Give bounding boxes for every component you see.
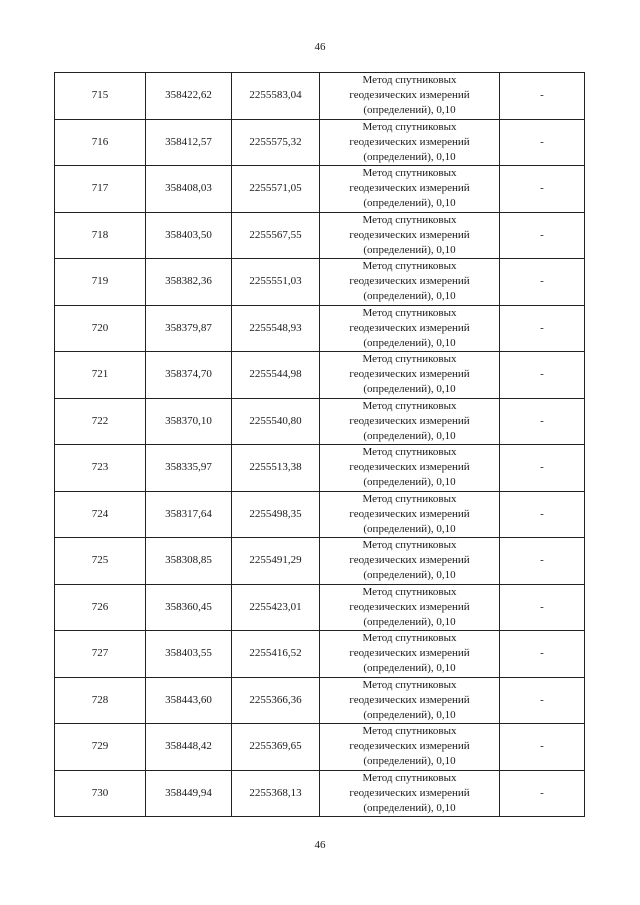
note-cell: - — [500, 352, 585, 399]
note-cell: - — [500, 724, 585, 771]
method-cell — [320, 631, 500, 678]
x-coordinate-cell: 358317,64 — [146, 491, 232, 538]
method-line: геодезических измерений — [349, 600, 470, 613]
method-cell — [320, 73, 500, 120]
method-cell — [320, 491, 500, 538]
table-row — [55, 538, 585, 585]
point-number-cell: 729 — [55, 724, 146, 771]
method-line: геодезических измерений — [349, 182, 470, 195]
method-line: Метод спутниковых — [362, 120, 457, 133]
table-row — [55, 445, 585, 492]
note-cell: - — [500, 491, 585, 538]
y-coordinate-cell: 2255369,65 — [232, 724, 320, 771]
method-line: (определений), 0,10 — [363, 615, 456, 628]
x-coordinate-cell: 358370,10 — [146, 398, 232, 445]
method-line: (определений), 0,10 — [363, 243, 456, 256]
method-cell — [320, 770, 500, 817]
method-line: Метод спутниковых — [362, 306, 457, 319]
y-coordinate-cell: 2255575,32 — [232, 119, 320, 166]
y-coordinate-cell: 2255540,80 — [232, 398, 320, 445]
note-cell: - — [500, 445, 585, 492]
note-cell: - — [500, 119, 585, 166]
method-line: Метод спутниковых — [362, 725, 457, 738]
note-cell: - — [500, 631, 585, 678]
point-number-cell: 718 — [55, 212, 146, 259]
y-coordinate-cell: 2255544,98 — [232, 352, 320, 399]
point-number-cell: 721 — [55, 352, 146, 399]
method-line: геодезических измерений — [349, 647, 470, 660]
method-line: Метод спутниковых — [362, 678, 457, 691]
x-coordinate-cell: 358403,50 — [146, 212, 232, 259]
y-coordinate-cell: 2255423,01 — [232, 584, 320, 631]
point-number-cell: 726 — [55, 584, 146, 631]
x-coordinate-cell: 358374,70 — [146, 352, 232, 399]
y-coordinate-cell: 2255571,05 — [232, 166, 320, 213]
point-number-cell: 720 — [55, 305, 146, 352]
method-line: геодезических измерений — [349, 740, 470, 753]
method-line: (определений), 0,10 — [363, 801, 456, 814]
point-number-cell: 725 — [55, 538, 146, 585]
note-cell: - — [500, 166, 585, 213]
method-line: геодезических измерений — [349, 368, 470, 381]
method-line: Метод спутниковых — [362, 539, 457, 552]
point-number-cell: 728 — [55, 677, 146, 724]
y-coordinate-cell: 2255368,13 — [232, 770, 320, 817]
table-row — [55, 119, 585, 166]
y-coordinate-cell: 2255583,04 — [232, 73, 320, 120]
point-number-cell: 723 — [55, 445, 146, 492]
method-cell — [320, 119, 500, 166]
point-number-cell: 724 — [55, 491, 146, 538]
y-coordinate-cell: 2255551,03 — [232, 259, 320, 306]
note-cell: - — [500, 584, 585, 631]
table-row — [55, 677, 585, 724]
method-line: геодезических измерений — [349, 321, 470, 334]
note-cell: - — [500, 73, 585, 120]
x-coordinate-cell: 358448,42 — [146, 724, 232, 771]
coordinates-table-body — [55, 73, 585, 817]
method-line: Метод спутниковых — [362, 492, 457, 505]
note-cell: - — [500, 770, 585, 817]
method-line: (определений), 0,10 — [363, 662, 456, 675]
x-coordinate-cell: 358308,85 — [146, 538, 232, 585]
x-coordinate-cell: 358360,45 — [146, 584, 232, 631]
method-cell — [320, 445, 500, 492]
method-cell — [320, 584, 500, 631]
method-line: геодезических измерений — [349, 693, 470, 706]
x-coordinate-cell: 358422,62 — [146, 73, 232, 120]
x-coordinate-cell: 358449,94 — [146, 770, 232, 817]
method-line: Метод спутниковых — [362, 213, 457, 226]
point-number-cell: 722 — [55, 398, 146, 445]
method-cell — [320, 259, 500, 306]
y-coordinate-cell: 2255498,35 — [232, 491, 320, 538]
x-coordinate-cell: 358382,36 — [146, 259, 232, 306]
method-cell — [320, 724, 500, 771]
y-coordinate-cell: 2255491,29 — [232, 538, 320, 585]
table-row — [55, 398, 585, 445]
method-line: геодезических измерений — [349, 89, 470, 102]
table-row — [55, 73, 585, 120]
y-coordinate-cell: 2255513,38 — [232, 445, 320, 492]
x-coordinate-cell: 358412,57 — [146, 119, 232, 166]
method-line: геодезических измерений — [349, 135, 470, 148]
x-coordinate-cell: 358443,60 — [146, 677, 232, 724]
method-line: (определений), 0,10 — [363, 336, 456, 349]
method-cell — [320, 212, 500, 259]
point-number-cell: 730 — [55, 770, 146, 817]
x-coordinate-cell: 358408,03 — [146, 166, 232, 213]
method-line: (определений), 0,10 — [363, 708, 456, 721]
method-line: геодезических измерений — [349, 275, 470, 288]
coordinates-table — [54, 72, 585, 817]
point-number-cell: 717 — [55, 166, 146, 213]
x-coordinate-cell: 358335,97 — [146, 445, 232, 492]
method-line: Метод спутниковых — [362, 167, 457, 180]
method-cell — [320, 305, 500, 352]
method-line: геодезических измерений — [349, 461, 470, 474]
note-cell: - — [500, 305, 585, 352]
method-line: (определений), 0,10 — [363, 104, 456, 117]
method-line: Метод спутниковых — [362, 771, 457, 784]
method-line: геодезических измерений — [349, 554, 470, 567]
table-row — [55, 212, 585, 259]
method-line: Метод спутниковых — [362, 446, 457, 459]
method-line: геодезических измерений — [349, 414, 470, 427]
method-line: Метод спутниковых — [362, 399, 457, 412]
note-cell: - — [500, 259, 585, 306]
method-line: (определений), 0,10 — [363, 755, 456, 768]
method-line: (определений), 0,10 — [363, 522, 456, 535]
method-line: (определений), 0,10 — [363, 383, 456, 396]
point-number-cell: 715 — [55, 73, 146, 120]
table-row — [55, 352, 585, 399]
method-line: (определений), 0,10 — [363, 197, 456, 210]
method-line: геодезических измерений — [349, 786, 470, 799]
method-line: (определений), 0,10 — [363, 476, 456, 489]
table-row — [55, 166, 585, 213]
table-row — [55, 724, 585, 771]
table-row — [55, 259, 585, 306]
page-number-bottom: 46 — [314, 839, 326, 851]
y-coordinate-cell: 2255548,93 — [232, 305, 320, 352]
y-coordinate-cell: 2255366,36 — [232, 677, 320, 724]
method-line: (определений), 0,10 — [363, 429, 456, 442]
method-line: (определений), 0,10 — [363, 569, 456, 582]
method-cell — [320, 166, 500, 213]
note-cell: - — [500, 212, 585, 259]
point-number-cell: 719 — [55, 259, 146, 306]
table-row — [55, 305, 585, 352]
method-line: Метод спутниковых — [362, 353, 457, 366]
x-coordinate-cell: 358379,87 — [146, 305, 232, 352]
method-line: геодезических измерений — [349, 228, 470, 241]
note-cell: - — [500, 398, 585, 445]
method-cell — [320, 398, 500, 445]
note-cell: - — [500, 677, 585, 724]
point-number-cell: 716 — [55, 119, 146, 166]
y-coordinate-cell: 2255416,52 — [232, 631, 320, 678]
method-cell — [320, 352, 500, 399]
note-cell: - — [500, 538, 585, 585]
method-line: (определений), 0,10 — [363, 290, 456, 303]
method-line: геодезических измерений — [349, 507, 470, 520]
method-cell — [320, 538, 500, 585]
x-coordinate-cell: 358403,55 — [146, 631, 232, 678]
table-row — [55, 491, 585, 538]
table-row — [55, 770, 585, 817]
method-line: Метод спутниковых — [362, 585, 457, 598]
point-number-cell: 727 — [55, 631, 146, 678]
method-line: (определений), 0,10 — [363, 150, 456, 163]
method-line: Метод спутниковых — [362, 74, 457, 87]
table-row — [55, 631, 585, 678]
y-coordinate-cell: 2255567,55 — [232, 212, 320, 259]
page-number-top: 46 — [314, 41, 326, 53]
method-line: Метод спутниковых — [362, 632, 457, 645]
method-cell — [320, 677, 500, 724]
method-line: Метод спутниковых — [362, 260, 457, 273]
table-row — [55, 584, 585, 631]
